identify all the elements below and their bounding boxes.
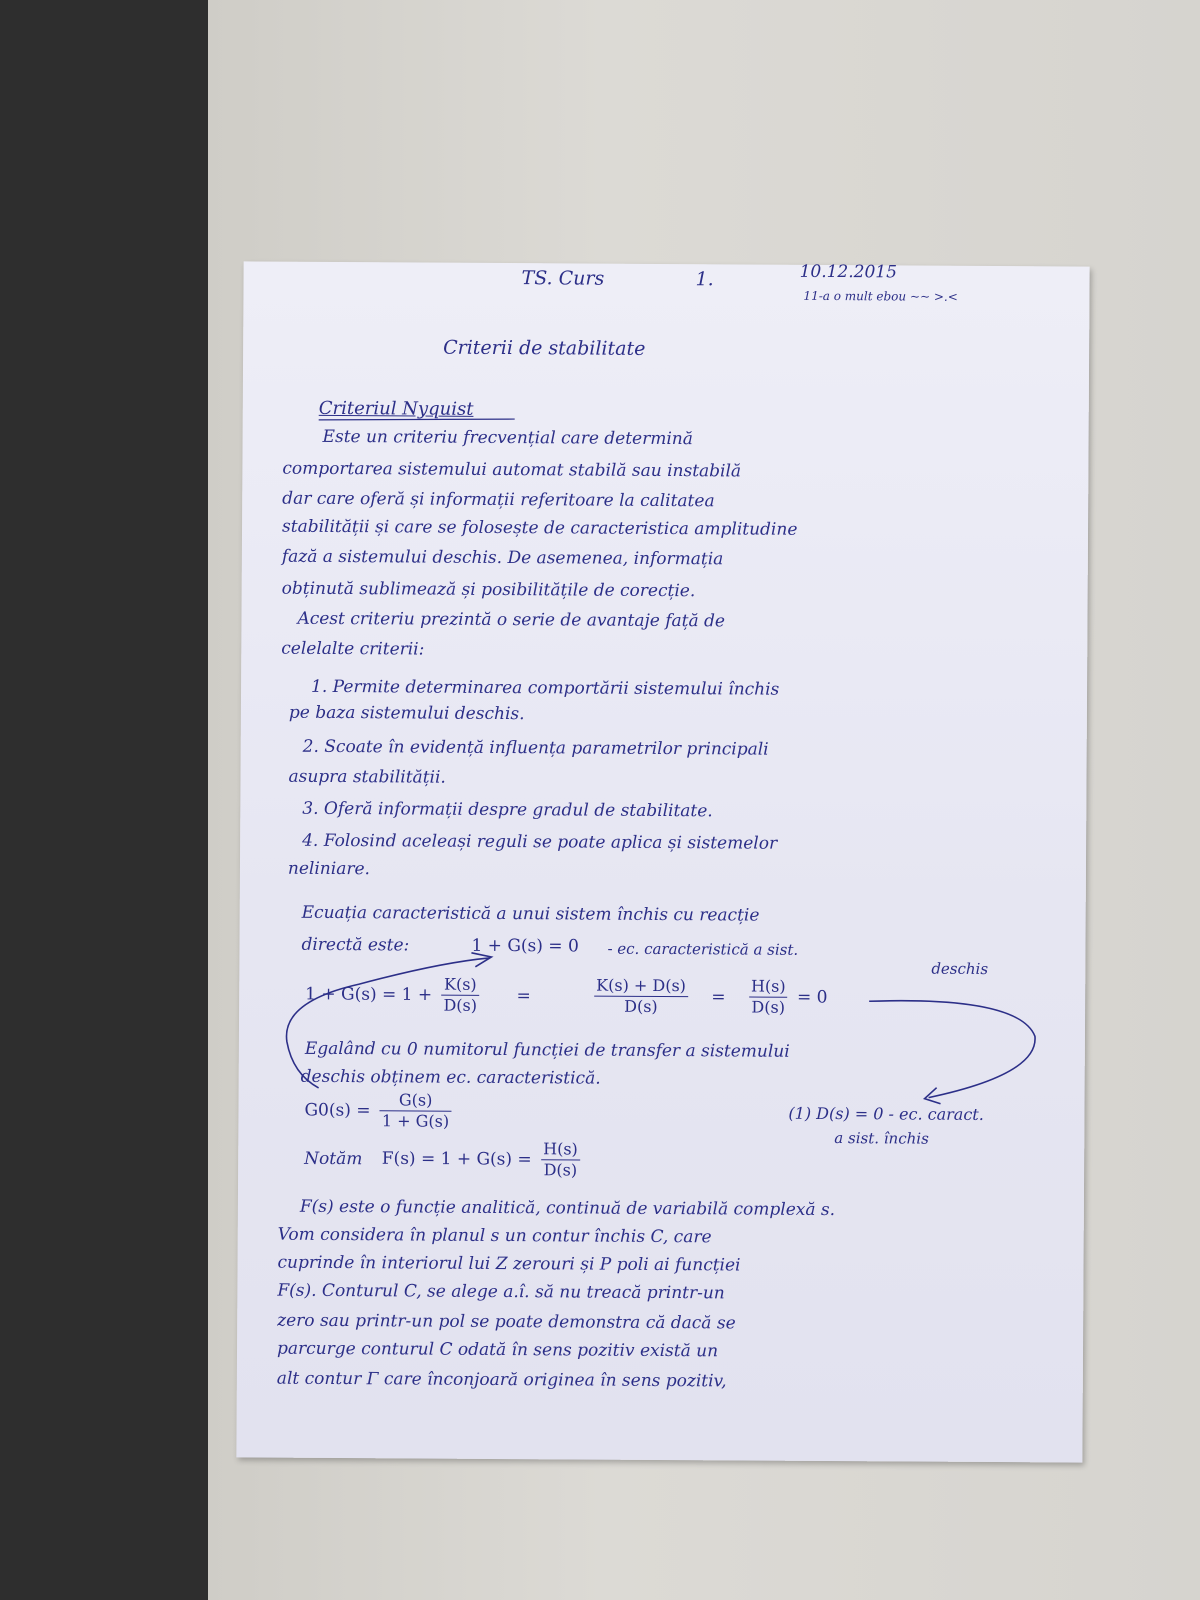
advantage-line: asupra stabilității. (288, 766, 446, 788)
closing-line: F(s) este o funcție analitică, continuă de variabilă complexă s. (299, 1196, 836, 1221)
equation-rhs: = 0 (796, 987, 828, 1008)
fraction-numerator: H(s) (749, 977, 788, 998)
fraction-denominator: 1 + G(s) (381, 1111, 450, 1131)
closing-line: zero sau printr-un pol se poate demonstra că dacă se (277, 1310, 736, 1334)
section-heading: Criteriul Nyquist (318, 397, 474, 420)
intro-line: comportarea sistemului automat stabilă sau instabilă (282, 458, 742, 482)
equation-intro-note: - ec. caracteristică a sist. (607, 939, 799, 959)
closing-line: parcurge conturul C odată în sens pozitiv există un (276, 1338, 719, 1362)
loop-arrow-stroke (869, 1000, 1036, 1098)
advantage-line: neliniare. (287, 858, 371, 880)
closing-line: Vom considera în planul s un contur închis C, care (277, 1224, 712, 1248)
fraction-numerator: K(s) (442, 975, 480, 996)
intro-line: Este un criteriu frecvențial care determină (322, 426, 693, 450)
intro-line: dar care oferă și informații referitoare la calitatea (282, 488, 715, 512)
fraction-denominator: D(s) (751, 997, 786, 1017)
equation-intro-eq: 1 + G(s) = 0 (471, 935, 579, 957)
notation-label: Notăm (304, 1148, 363, 1169)
equation-intro-line: Ecuația caracteristică a unui sistem închis cu reacție (301, 902, 760, 926)
header-date-note: 11-a o mult ebou ~~ >.< (803, 288, 958, 304)
intro-line: stabilității și care se folosește de caracteristica amplitudine (281, 516, 798, 540)
notation-eq: F(s) = 1 + G(s) = (381, 1148, 532, 1170)
fraction-numerator: K(s) + D(s) (594, 976, 688, 998)
intro-line: fază a sistemului deschis. De asemenea, informația (281, 546, 724, 570)
intro-line: celelalte criterii: (281, 638, 425, 660)
advantage-line: 4. Folosind aceleași reguli se poate aplica și sistemelor (302, 830, 778, 854)
header-number: 1. (695, 268, 714, 291)
closing-line: alt contur Γ care înconjoară originea în sens pozitiv, (276, 1368, 727, 1392)
closed-loop-fraction (380, 1090, 451, 1131)
loop-arrow-head-stroke (925, 1088, 941, 1104)
header-course: TS. Curs (521, 267, 605, 290)
advantage-line: 3. Oferă informații despre gradul de stabilitate. (302, 798, 713, 822)
fraction-numerator: H(s) (541, 1139, 580, 1160)
intro-line: Acest criteriu prezintă o serie de avantaje față de (297, 608, 726, 632)
equation-intro-note-deschis: deschis (931, 959, 989, 978)
fraction-denominator: D(s) (443, 995, 478, 1015)
advantage-line: pe baza sistemului deschis. (288, 702, 525, 725)
notation-fraction (541, 1139, 580, 1180)
advantage-line: 2. Scoate în evidență influența parametrilor principali (302, 736, 769, 760)
closed-loop-equation (304, 1090, 455, 1132)
handwritten-page (236, 261, 1089, 1462)
fraction-denominator: D(s) (624, 996, 658, 1016)
main-equation-lhs: 1 + G(s) = 1 + (305, 984, 433, 1006)
fraction-k-over-d (441, 975, 479, 1016)
fraction-denominator: D(s) (543, 1160, 578, 1180)
fraction-numerator: G(s) (380, 1090, 451, 1111)
equals-sign: = (516, 985, 531, 1006)
equals-sign: = (711, 986, 726, 1007)
page-title: Criterii de stabilitate (443, 336, 646, 360)
intro-line: obținută sublimează și posibilitățile de corecție. (281, 578, 696, 602)
fraction-k-plus-d-over-d (594, 976, 688, 1018)
closing-line: cuprinde în interiorul lui Z zerouri și P poli ai funcției (277, 1252, 741, 1276)
equating-line: deschis obținem ec. caracteristică. (300, 1066, 601, 1089)
closed-loop-side-eq: (1) D(s) = 0 - ec. caract. (788, 1103, 984, 1124)
header-date: 10.12.2015 (799, 261, 898, 283)
advantage-line: 1. Permite determinarea comportării sistemului închis (311, 676, 780, 700)
closing-line: F(s). Conturul C, se alege a.î. să nu treacă printr-un (277, 1280, 725, 1304)
fraction-h-over-d (749, 977, 788, 1018)
main-equation (305, 974, 828, 1018)
closed-loop-side-note: a sist. închis (834, 1129, 929, 1148)
dark-background-band (0, 0, 208, 1600)
notation-equation (304, 1138, 584, 1181)
equation-intro-text: directă este: (301, 934, 410, 956)
equating-line: Egalând cu 0 numitorul funcției de transfer a sistemului (304, 1038, 790, 1062)
closed-loop-label: G0(s) = (304, 1100, 371, 1121)
